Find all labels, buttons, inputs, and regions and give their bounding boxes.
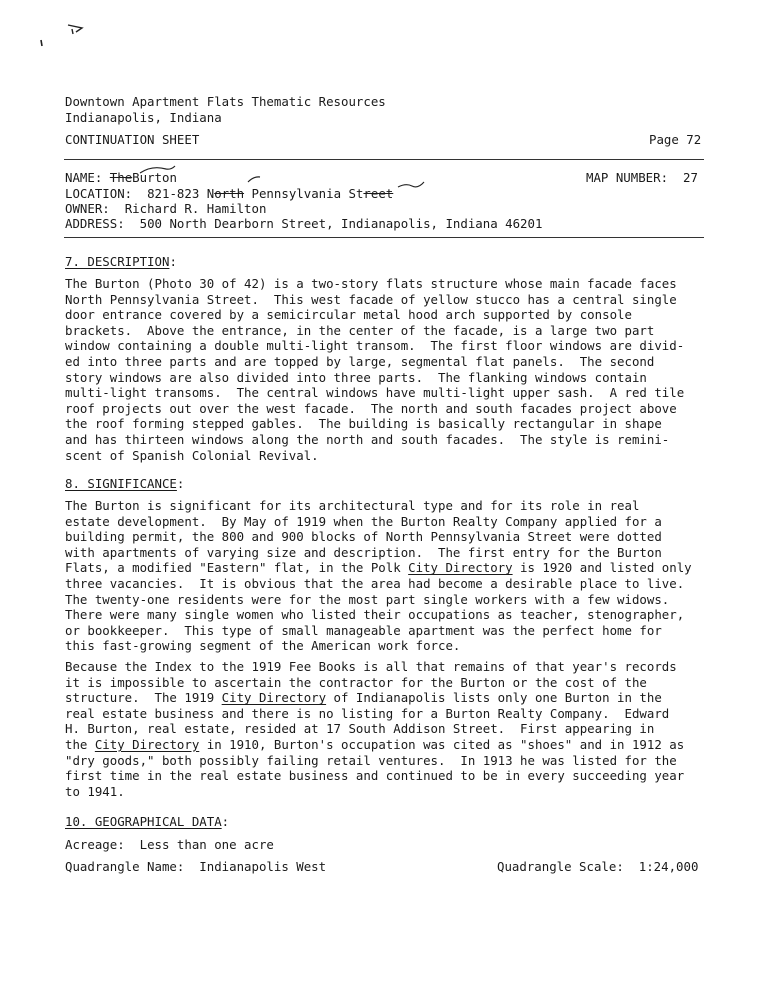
handwritten-correction-mark bbox=[396, 180, 426, 192]
significance-line: or bookkeeper. This type of small manageable apartment was the perfect home for bbox=[65, 622, 662, 638]
page-number: Page 72 bbox=[649, 132, 702, 147]
significance-line: to 1941. bbox=[65, 783, 125, 799]
significance-line: it is impossible to ascertain the contractor for the Burton or the cost of the bbox=[65, 674, 647, 690]
city-directory-title: City Directory bbox=[94, 736, 200, 752]
significance-line: There were many single women who listed their occupations as teacher, stenographer, bbox=[65, 607, 685, 623]
owner-value: Richard R. Hamilton bbox=[124, 201, 267, 216]
significance-text: in 1910, Burton's occupation was cited as "shoes" and in 1912 as bbox=[199, 736, 685, 752]
significance-line: H. Burton, real estate, resided at 17 South Addison Street. First appearing in bbox=[65, 721, 655, 737]
map-number-row bbox=[586, 170, 698, 186]
location-value-start: 821-823 N bbox=[147, 186, 215, 201]
description-heading bbox=[65, 254, 177, 270]
significance-text: structure. The 1919 bbox=[65, 690, 222, 706]
location-row bbox=[65, 186, 393, 202]
significance-text: is 1920 and listed only bbox=[512, 560, 692, 576]
significance-text: of Indianapolis lists only one Burton in the bbox=[326, 690, 662, 706]
quadrangle-name-label: Quadrangle Name: bbox=[65, 859, 185, 874]
significance-line: The twenty-one residents were for the most part single workers with a few widows. bbox=[65, 591, 670, 607]
significance-line: "dry goods," both possibly failing retail ventures. In 1913 he was listed for the bbox=[65, 752, 677, 768]
quadrangle-name-row bbox=[65, 859, 326, 875]
significance-line: three vacancies. It is obvious that the area had become a desirable place to live. bbox=[65, 575, 685, 591]
header-title-line2: Indianapolis, Indiana bbox=[65, 110, 222, 125]
description-line: brackets. Above the entrance, in the center of the facade, is a large two part bbox=[65, 322, 655, 338]
address-row bbox=[65, 216, 542, 232]
description-paragraph bbox=[65, 276, 705, 463]
significance-heading-text: 8. SIGNIFICANCE bbox=[65, 476, 177, 491]
significance-line: building permit, the 800 and 900 blocks of North Pennsylvania Street were dotted bbox=[65, 529, 662, 545]
name-label: NAME: bbox=[65, 170, 103, 185]
description-line: roof projects out over the west facade. The north and south facades project above bbox=[65, 400, 677, 416]
location-label: LOCATION: bbox=[65, 186, 133, 201]
significance-paragraph-1 bbox=[65, 498, 705, 654]
significance-line bbox=[65, 560, 705, 576]
location-struck-street: reet bbox=[363, 186, 394, 201]
significance-text: the bbox=[65, 736, 95, 752]
city-directory-title: City Directory bbox=[408, 560, 513, 576]
geographical-heading-text: 10. GEOGRAPHICAL DATA bbox=[65, 814, 222, 829]
owner-label: OWNER: bbox=[65, 201, 110, 216]
description-line: and has thirteen windows along the north and south facades. The style is remini- bbox=[65, 431, 670, 447]
description-line: story windows are also divided into three parts. The flanking windows contain bbox=[65, 369, 647, 385]
city-directory-title: City Directory bbox=[221, 690, 327, 706]
geographical-heading-colon: : bbox=[221, 814, 230, 829]
address-label: ADDRESS: bbox=[65, 216, 125, 231]
handwritten-correction-mark bbox=[246, 174, 262, 184]
significance-line: Because the Index to the 1919 Fee Books is all that remains of that year's records bbox=[65, 659, 677, 674]
header-title-line1: Downtown Apartment Flats Thematic Resources bbox=[65, 94, 386, 109]
geographical-heading bbox=[65, 814, 229, 830]
location-struck-north: orth bbox=[214, 186, 245, 201]
significance-line: first time in the real estate business and continued to be in every succeeding year bbox=[65, 768, 685, 784]
quadrangle-scale-value: 1:24,000 bbox=[638, 859, 699, 874]
acreage-row bbox=[65, 837, 274, 853]
quadrangle-name-value: Indianapolis West bbox=[199, 859, 327, 874]
handwritten-correction-mark bbox=[138, 163, 178, 177]
scan-mark-arrow bbox=[66, 20, 88, 36]
bottom-rule bbox=[64, 237, 704, 238]
significance-line: this fast-growing segment of the American work force. bbox=[65, 638, 461, 654]
scan-mark-dot bbox=[38, 38, 46, 48]
acreage-value: Less than one acre bbox=[139, 837, 274, 852]
description-heading-colon: : bbox=[169, 254, 177, 269]
significance-heading bbox=[65, 476, 184, 492]
location-value-mid: Pennsylvania St bbox=[251, 186, 364, 201]
significance-line bbox=[65, 690, 705, 706]
owner-row bbox=[65, 201, 266, 217]
quadrangle-scale-label: Quadrangle Scale: bbox=[497, 859, 624, 874]
acreage-label: Acreage: bbox=[65, 837, 125, 852]
description-line: North Pennsylvania Street. This west facade of yellow stucco has a central single bbox=[65, 291, 677, 307]
description-line: The Burton (Photo 30 of 42) is a two-story flats structure whose main facade faces bbox=[65, 276, 677, 291]
description-line: window containing a double multi-light transom. The first floor windows are divid- bbox=[65, 338, 685, 354]
significance-paragraph-2 bbox=[65, 659, 705, 799]
significance-line: estate development. By May of 1919 when the Burton Realty Company applied for a bbox=[65, 513, 662, 529]
significance-line: The Burton is significant for its architectural type and for its role in real bbox=[65, 498, 640, 513]
description-line: scent of Spanish Colonial Revival. bbox=[65, 447, 319, 463]
map-number-label: MAP NUMBER: bbox=[586, 170, 669, 185]
description-line: door entrance covered by a semicircular metal hood arch supported by console bbox=[65, 307, 632, 323]
continuation-sheet-label: CONTINUATION SHEET bbox=[65, 132, 200, 147]
name-struck-text: The bbox=[109, 170, 133, 185]
description-heading-text: 7. DESCRIPTION bbox=[65, 254, 170, 269]
map-number-value: 27 bbox=[682, 170, 698, 185]
top-rule bbox=[64, 159, 704, 160]
address-value: 500 North Dearborn Street, Indianapolis, Indiana 46201 bbox=[139, 216, 543, 231]
significance-heading-colon: : bbox=[176, 476, 185, 491]
description-line: ed into three parts and are topped by large, segmental flat panels. The second bbox=[65, 353, 655, 369]
significance-line bbox=[65, 737, 705, 753]
name-value: Burton bbox=[132, 170, 177, 185]
quadrangle-scale-row bbox=[497, 859, 698, 875]
description-line: the roof forming stepped gables. The building is basically rectangular in shape bbox=[65, 416, 662, 432]
significance-text: Flats, a modified "Eastern" flat, in the Polk bbox=[65, 560, 409, 576]
description-line: multi-light transoms. The central windows have multi-light upper sash. A red tile bbox=[65, 385, 685, 401]
significance-line: real estate business and there is no listing for a Burton Realty Company. Edward bbox=[65, 705, 670, 721]
significance-line: with apartments of varying size and description. The first entry for the Burton bbox=[65, 544, 662, 560]
